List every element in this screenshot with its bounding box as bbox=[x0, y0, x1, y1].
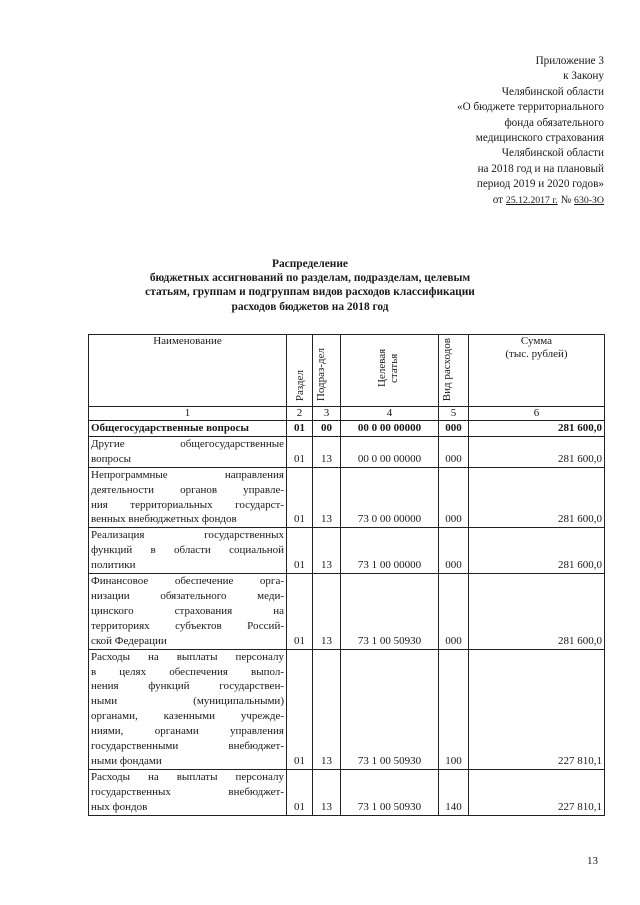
row-name-line: ния территориальных государст- bbox=[91, 498, 284, 511]
row-name-line: ными (муниципальными) bbox=[91, 695, 284, 708]
header-podrazdel-text: Подраз-дел bbox=[315, 347, 327, 401]
column-number: 1 bbox=[89, 407, 287, 421]
header-line: «О бюджете территориального bbox=[456, 101, 604, 114]
row-celevaya: 00 0 00 00000 bbox=[341, 436, 439, 467]
row-name-line: ниями, органами управления bbox=[91, 725, 284, 738]
column-number: 5 bbox=[439, 407, 469, 421]
title-line: расходов бюджетов на 2018 год bbox=[231, 300, 389, 313]
row-podrazdel: 13 bbox=[313, 769, 341, 815]
row-name-line: территориях субъектов Россий- bbox=[91, 619, 284, 632]
row-razdel: 01 bbox=[287, 467, 313, 528]
document-title bbox=[90, 257, 530, 314]
row-name bbox=[89, 769, 287, 815]
row-summa: 281 600,0 bbox=[469, 574, 605, 650]
row-name bbox=[89, 436, 287, 467]
row-celevaya: 73 1 00 50930 bbox=[341, 574, 439, 650]
row-name-line: Непрограммные направления bbox=[91, 468, 284, 481]
row-summa: 281 600,0 bbox=[469, 528, 605, 574]
row-vid: 000 bbox=[439, 421, 469, 437]
row-name-line: ской Федерации bbox=[91, 634, 167, 647]
header-celevaya-text: Целевая статья bbox=[375, 348, 400, 388]
row-podrazdel: 00 bbox=[313, 421, 341, 437]
row-podrazdel: 13 bbox=[313, 436, 341, 467]
row-razdel: 01 bbox=[287, 649, 313, 769]
title-line: бюджетных ассигнований по разделам, подразделам, целевым bbox=[149, 272, 471, 285]
column-number: 2 bbox=[287, 407, 313, 421]
header-vid-text: Вид расходов bbox=[441, 337, 453, 401]
column-number: 3 bbox=[313, 407, 341, 421]
header-line: к Закону bbox=[563, 70, 604, 83]
row-celevaya: 73 1 00 50930 bbox=[341, 649, 439, 769]
table-body bbox=[89, 421, 605, 816]
row-name-line: в целях обеспечения выпол- bbox=[91, 665, 284, 678]
row-summa: 281 600,0 bbox=[469, 467, 605, 528]
header-razdel bbox=[287, 335, 313, 407]
table-row bbox=[89, 467, 605, 528]
row-name-line: нения функций государствен- bbox=[91, 680, 284, 693]
row-name-line: Расходы на выплаты персоналу bbox=[91, 650, 284, 663]
header-line: Челябинской области bbox=[501, 147, 604, 160]
table-row bbox=[89, 421, 605, 437]
law-number: 630-ЗО bbox=[574, 194, 604, 206]
title-line: Распределение bbox=[272, 258, 348, 270]
row-vid: 000 bbox=[439, 467, 469, 528]
header-line: на 2018 год и на плановый bbox=[477, 162, 604, 175]
row-vid: 000 bbox=[439, 574, 469, 650]
table-header-row bbox=[89, 335, 605, 407]
row-vid: 140 bbox=[439, 769, 469, 815]
row-summa: 227 810,1 bbox=[469, 649, 605, 769]
row-summa: 281 600,0 bbox=[469, 436, 605, 467]
header-line: период 2019 и 2020 годов» bbox=[476, 178, 604, 191]
row-name bbox=[89, 528, 287, 574]
row-name-line: цинского страхования на bbox=[91, 604, 284, 617]
header-line: медицинского страхования bbox=[475, 132, 604, 145]
number-label: № bbox=[560, 193, 572, 206]
row-name-line: Реализация государственных bbox=[91, 529, 284, 542]
row-celevaya: 73 0 00 00000 bbox=[341, 467, 439, 528]
row-name-line: Другие общегосударственные bbox=[91, 437, 284, 450]
row-name bbox=[89, 421, 287, 437]
row-name-line: низации обязательного меди- bbox=[91, 589, 284, 602]
row-celevaya: 73 1 00 50930 bbox=[341, 769, 439, 815]
row-podrazdel: 13 bbox=[313, 467, 341, 528]
table-row bbox=[89, 574, 605, 650]
row-razdel: 01 bbox=[287, 528, 313, 574]
row-razdel: 01 bbox=[287, 421, 313, 437]
row-podrazdel: 13 bbox=[313, 528, 341, 574]
table-row bbox=[89, 649, 605, 769]
row-name-line: государственных внебюджет- bbox=[91, 785, 284, 798]
table-row bbox=[89, 528, 605, 574]
row-name bbox=[89, 649, 287, 769]
row-podrazdel: 13 bbox=[313, 574, 341, 650]
header-name: Наименование bbox=[89, 335, 287, 407]
row-vid: 100 bbox=[439, 649, 469, 769]
row-name-line: Общегосударственные вопросы bbox=[91, 422, 249, 434]
row-name-line: вопросы bbox=[91, 452, 132, 465]
row-name-line: функций в области социальной bbox=[91, 544, 284, 557]
header-summa bbox=[469, 335, 605, 407]
row-name bbox=[89, 574, 287, 650]
row-summa: 281 600,0 bbox=[469, 421, 605, 437]
row-razdel: 01 bbox=[287, 769, 313, 815]
column-number: 4 bbox=[341, 407, 439, 421]
row-name-line: Расходы на выплаты персоналу bbox=[91, 770, 284, 783]
row-name-line: ных фондов bbox=[91, 800, 148, 813]
row-celevaya: 73 1 00 00000 bbox=[341, 528, 439, 574]
table-row bbox=[89, 769, 605, 815]
header-vid bbox=[439, 335, 469, 407]
from-label: от bbox=[492, 193, 504, 206]
row-name-line: ными фондами bbox=[91, 754, 162, 767]
row-summa: 227 810,1 bbox=[469, 769, 605, 815]
law-date: 25.12.2017 г. bbox=[505, 194, 558, 206]
row-name-line: деятельности органов управле- bbox=[91, 483, 284, 496]
row-razdel: 01 bbox=[287, 436, 313, 467]
header-podrazdel bbox=[313, 335, 341, 407]
row-podrazdel: 13 bbox=[313, 649, 341, 769]
row-vid: 000 bbox=[439, 528, 469, 574]
row-razdel: 01 bbox=[287, 574, 313, 650]
column-number-row bbox=[89, 407, 605, 421]
header-celevaya bbox=[341, 335, 439, 407]
header-razdel-text: Раздел bbox=[293, 369, 306, 401]
row-name-line: Финансовое обеспечение орга- bbox=[91, 575, 284, 588]
appendix-header-note bbox=[374, 54, 604, 208]
header-line: Приложение 3 bbox=[535, 55, 604, 67]
header-summa-line1: Сумма bbox=[520, 335, 553, 347]
row-name-line: государственными внебюджет- bbox=[91, 740, 284, 753]
column-number: 6 bbox=[469, 407, 605, 421]
table-row bbox=[89, 436, 605, 467]
law-date-number bbox=[374, 193, 604, 208]
header-summa-line2: (тыс. рублей) bbox=[505, 348, 568, 360]
row-name-line: венных внебюджетных фондов bbox=[91, 513, 237, 526]
row-name bbox=[89, 467, 287, 528]
header-line: Челябинской области bbox=[501, 85, 604, 98]
header-line: фонда обязательного bbox=[504, 116, 604, 129]
row-vid: 000 bbox=[439, 436, 469, 467]
title-line: статьям, группам и подгруппам видов расходов классификации bbox=[145, 286, 475, 299]
page-number: 13 bbox=[587, 855, 598, 867]
row-name-line: политики bbox=[91, 559, 136, 572]
budget-table bbox=[88, 334, 605, 816]
row-celevaya: 00 0 00 00000 bbox=[341, 421, 439, 437]
row-name-line: органами, казенными учрежде- bbox=[91, 710, 284, 723]
